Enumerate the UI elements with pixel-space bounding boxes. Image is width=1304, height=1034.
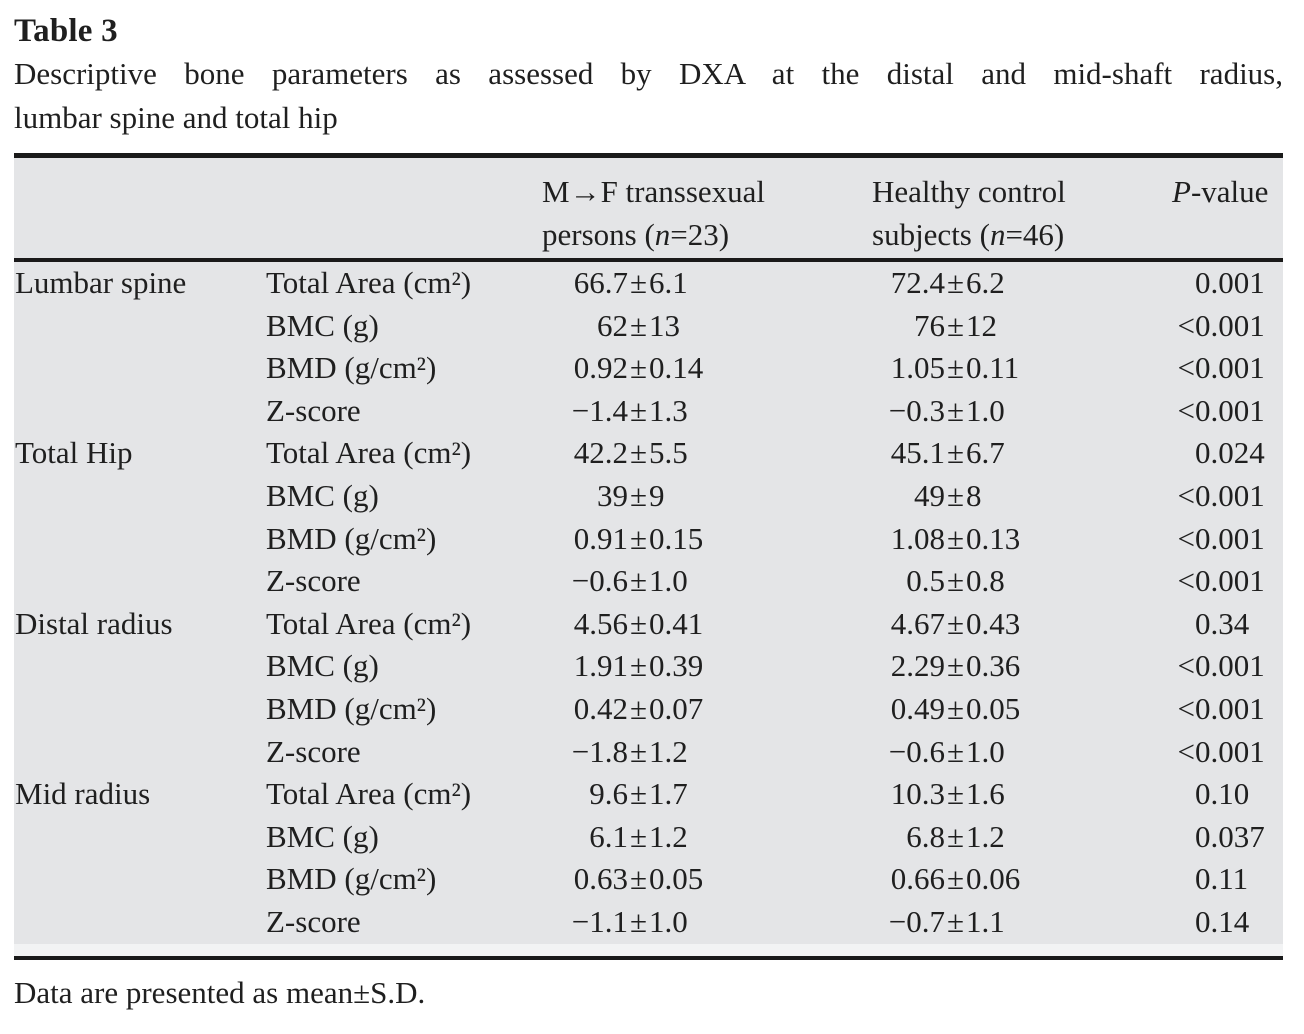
pvalue-label: -value	[1190, 174, 1269, 209]
n-symbol: n	[989, 217, 1006, 252]
pvalue-cell	[1172, 390, 1283, 433]
table-row	[14, 347, 1283, 390]
table-footnote: Data are presented as mean±S.D.	[14, 974, 426, 1010]
plus-minus: ±	[630, 690, 648, 726]
control-value-cell	[872, 518, 1172, 561]
mf-value-cell	[542, 816, 872, 859]
site-cell	[14, 645, 266, 688]
table-row	[14, 773, 1283, 816]
plus-minus: ±	[947, 818, 965, 854]
header-mf-post: =23)	[670, 217, 730, 252]
pvalue-cell	[1172, 816, 1283, 859]
control-sd: 6.2	[966, 265, 1005, 300]
mf-value-cell	[542, 560, 872, 603]
mf-value-cell	[542, 731, 872, 774]
site-cell	[14, 518, 266, 561]
control-value-cell	[872, 390, 1172, 433]
mf-sd: 1.3	[649, 392, 688, 428]
table-row	[14, 816, 1283, 859]
pvalue-prefix: <	[1177, 563, 1195, 599]
site-cell	[14, 688, 266, 731]
plus-minus: ±	[947, 307, 965, 343]
pvalue-cell	[1172, 347, 1283, 390]
mf-mean: 62	[597, 307, 628, 343]
plus-minus: ±	[947, 265, 965, 300]
site-cell: Distal radius	[15, 605, 173, 641]
mf-sd: 6.1	[649, 265, 688, 300]
control-value-cell	[872, 816, 1172, 859]
mf-mean: −1.4	[571, 392, 628, 428]
mf-mean: 0.91	[573, 520, 628, 556]
table-body	[14, 262, 1283, 956]
control-sd: 1.0	[966, 392, 1005, 428]
control-mean: 4.67	[890, 605, 945, 641]
table-row	[14, 262, 1283, 305]
control-sd: 0.43	[966, 605, 1021, 641]
pvalue-prefix: <	[1177, 392, 1195, 428]
control-value-cell	[872, 688, 1172, 731]
control-mean: −0.7	[888, 903, 945, 939]
control-sd: 0.05	[966, 690, 1021, 726]
table-row	[14, 858, 1283, 901]
mf-sd: 1.2	[649, 733, 688, 769]
mf-value-cell	[542, 475, 872, 518]
plus-minus: ±	[630, 648, 648, 684]
plus-minus: ±	[947, 350, 965, 386]
table-row	[14, 305, 1283, 348]
control-mean: 0.66	[890, 861, 945, 897]
plus-minus: ±	[630, 563, 648, 599]
mf-value-cell	[542, 645, 872, 688]
param-cell: Z-score	[266, 733, 361, 769]
control-mean: 1.08	[890, 520, 945, 556]
pvalue-cell	[1172, 560, 1283, 603]
param-cell: BMD (g/cm²)	[266, 520, 437, 556]
site-cell: Mid radius	[15, 776, 151, 812]
control-sd: 1.0	[966, 733, 1005, 769]
pvalue-cell	[1172, 773, 1283, 816]
table-row	[14, 901, 1283, 944]
control-sd: 0.13	[966, 520, 1021, 556]
table-caption	[14, 52, 1283, 140]
plus-minus: ±	[630, 477, 648, 513]
param-cell: Total Area (cm²)	[266, 776, 472, 812]
table-row	[14, 731, 1283, 774]
mf-sd: 0.05	[649, 861, 704, 897]
header-site-cell	[14, 170, 266, 258]
param-cell: Z-score	[266, 392, 361, 428]
control-value-cell	[872, 901, 1172, 944]
pvalue: 0.001	[1195, 265, 1265, 300]
mf-value-cell	[542, 432, 872, 475]
mf-value-cell	[542, 347, 872, 390]
plus-minus: ±	[947, 477, 965, 513]
param-cell: BMC (g)	[266, 818, 379, 854]
pvalue-prefix: <	[1177, 307, 1195, 343]
pvalue-cell	[1172, 475, 1283, 518]
mf-sd: 0.15	[649, 520, 704, 556]
data-table	[14, 153, 1283, 960]
mf-mean: −1.8	[571, 733, 628, 769]
mf-sd: 5.5	[649, 435, 688, 471]
mf-value-cell	[542, 390, 872, 433]
p-symbol: P	[1172, 174, 1191, 209]
mf-mean: 4.56	[573, 605, 628, 641]
mf-value-cell	[542, 858, 872, 901]
pvalue-cell	[1172, 858, 1283, 901]
param-cell: Total Area (cm²)	[266, 435, 472, 471]
header-mf-pre: persons (	[542, 217, 655, 252]
mf-value-cell	[542, 603, 872, 646]
control-mean: 6.8	[906, 818, 945, 854]
pvalue-cell	[1172, 645, 1283, 688]
pvalue: 0.024	[1195, 435, 1265, 471]
pvalue-prefix: <	[1177, 733, 1195, 769]
plus-minus: ±	[630, 818, 648, 854]
header-mf-group	[542, 170, 872, 258]
pvalue-cell	[1172, 688, 1283, 731]
header-control-group	[872, 170, 1172, 258]
pvalue-cell	[1172, 901, 1283, 944]
param-cell: BMD (g/cm²)	[266, 690, 437, 726]
pvalue-cell	[1172, 305, 1283, 348]
plus-minus: ±	[630, 520, 648, 556]
pvalue: 0.001	[1195, 392, 1265, 428]
table-row	[14, 475, 1283, 518]
control-sd: 0.36	[966, 648, 1021, 684]
header-control-line1: Healthy control	[872, 174, 1066, 209]
plus-minus: ±	[947, 605, 965, 641]
header-control-pre: subjects (	[872, 217, 990, 252]
pvalue: 0.001	[1195, 307, 1265, 343]
table-row	[14, 432, 1283, 475]
control-sd: 1.2	[966, 818, 1005, 854]
control-mean: 76	[914, 307, 945, 343]
plus-minus: ±	[947, 392, 965, 428]
pvalue: 0.001	[1195, 520, 1265, 556]
control-mean: 72.4	[890, 265, 945, 300]
plus-minus: ±	[630, 265, 648, 300]
site-cell	[14, 901, 266, 944]
pvalue: 0.11	[1195, 861, 1249, 897]
pvalue: 0.001	[1195, 477, 1265, 513]
param-cell: Z-score	[266, 903, 361, 939]
mf-sd: 13	[649, 307, 681, 343]
pvalue: 0.037	[1195, 818, 1265, 854]
control-value-cell	[872, 347, 1172, 390]
pvalue-cell	[1172, 432, 1283, 475]
mf-sd: 1.2	[649, 818, 688, 854]
mf-sd: 1.0	[649, 563, 688, 599]
mf-value-cell	[542, 773, 872, 816]
control-mean: −0.3	[888, 392, 945, 428]
control-value-cell	[872, 773, 1172, 816]
pvalue-cell	[1172, 518, 1283, 561]
mf-sd: 1.0	[649, 903, 688, 939]
control-sd: 0.11	[966, 350, 1020, 386]
mf-mean: −0.6	[571, 563, 628, 599]
pvalue: 0.001	[1195, 690, 1265, 726]
control-mean: −0.6	[888, 733, 945, 769]
control-mean: 10.3	[890, 776, 945, 812]
site-cell	[14, 305, 266, 348]
plus-minus: ±	[947, 690, 965, 726]
table-row	[14, 688, 1283, 731]
control-value-cell	[872, 560, 1172, 603]
mf-value-cell	[542, 901, 872, 944]
mf-mean: 9.6	[589, 776, 628, 812]
site-cell	[14, 390, 266, 433]
control-mean: 0.49	[890, 690, 945, 726]
caption-line2: lumbar spine and total hip	[14, 100, 338, 135]
plus-minus: ±	[947, 776, 965, 812]
mf-mean: 42.2	[573, 435, 628, 471]
table-header-row	[14, 158, 1283, 262]
header-control-post: =46)	[1005, 217, 1065, 252]
site-cell: Total Hip	[15, 435, 133, 471]
mf-sd: 0.14	[649, 350, 704, 386]
control-mean: 49	[914, 477, 945, 513]
mf-sd: 0.39	[649, 648, 704, 684]
control-sd: 1.1	[966, 903, 1005, 939]
pvalue: 0.10	[1195, 776, 1250, 812]
mf-mean: 66.7	[573, 265, 628, 300]
control-sd: 0.06	[966, 861, 1021, 897]
control-value-cell	[872, 731, 1172, 774]
table-row	[14, 390, 1283, 433]
mf-mean: 39	[597, 477, 628, 513]
pvalue-prefix: <	[1177, 648, 1195, 684]
mf-sd: 0.07	[649, 690, 704, 726]
control-mean: 2.29	[890, 648, 945, 684]
plus-minus: ±	[630, 392, 648, 428]
plus-minus: ±	[947, 648, 965, 684]
control-sd: 12	[966, 307, 998, 343]
plus-minus: ±	[947, 733, 965, 769]
param-cell: Z-score	[266, 563, 361, 599]
table-row	[14, 560, 1283, 603]
control-mean: 0.5	[906, 563, 945, 599]
pvalue: 0.001	[1195, 733, 1265, 769]
n-symbol: n	[654, 217, 671, 252]
pvalue-cell	[1172, 603, 1283, 646]
param-cell: Total Area (cm²)	[266, 605, 472, 641]
pvalue: 0.34	[1195, 605, 1250, 641]
plus-minus: ±	[947, 520, 965, 556]
header-mf-line2	[542, 213, 872, 256]
param-cell: BMC (g)	[266, 477, 379, 513]
plus-minus: ±	[630, 435, 648, 471]
site-cell	[14, 816, 266, 859]
mf-mean: −1.1	[571, 903, 628, 939]
header-control-line2	[872, 213, 1172, 256]
plus-minus: ±	[630, 307, 648, 343]
control-value-cell	[872, 305, 1172, 348]
plus-minus: ±	[630, 605, 648, 641]
table-row	[14, 518, 1283, 561]
plus-minus: ±	[630, 350, 648, 386]
param-cell: BMC (g)	[266, 648, 379, 684]
mf-mean: 6.1	[589, 818, 628, 854]
caption-line1: Descriptive bone parameters as assessed by DXA at the distal and mid-shaft radius,	[14, 56, 1283, 91]
pvalue: 0.14	[1195, 903, 1250, 939]
mf-mean: 1.91	[573, 648, 628, 684]
mf-mean: 0.63	[573, 861, 628, 897]
mf-sd: 1.7	[649, 776, 688, 812]
control-value-cell	[872, 858, 1172, 901]
pvalue-prefix: <	[1177, 477, 1195, 513]
param-cell: BMD (g/cm²)	[266, 350, 437, 386]
plus-minus: ±	[630, 776, 648, 812]
control-sd: 8	[966, 477, 982, 513]
control-value-cell	[872, 475, 1172, 518]
control-mean: 1.05	[890, 350, 945, 386]
mf-sd: 0.41	[649, 605, 704, 641]
mf-mean: 0.92	[573, 350, 628, 386]
pvalue: 0.001	[1195, 648, 1265, 684]
pvalue-prefix: <	[1177, 520, 1195, 556]
control-value-cell	[872, 603, 1172, 646]
control-value-cell	[872, 645, 1172, 688]
control-sd: 6.7	[966, 435, 1005, 471]
control-value-cell	[872, 432, 1172, 475]
site-cell	[14, 731, 266, 774]
pvalue: 0.001	[1195, 350, 1265, 386]
mf-value-cell	[542, 518, 872, 561]
site-cell	[14, 858, 266, 901]
control-sd: 0.8	[966, 563, 1005, 599]
site-cell: Lumbar spine	[15, 265, 187, 300]
mf-value-cell	[542, 262, 872, 305]
mf-mean: 0.42	[573, 690, 628, 726]
pvalue-cell	[1172, 262, 1283, 305]
site-cell	[14, 475, 266, 518]
table-row	[14, 603, 1283, 646]
table-bottom-spacer	[14, 944, 1283, 956]
plus-minus: ±	[947, 861, 965, 897]
control-value-cell	[872, 262, 1172, 305]
plus-minus: ±	[630, 733, 648, 769]
pvalue-prefix: <	[1177, 690, 1195, 726]
plus-minus: ±	[947, 563, 965, 599]
pvalue: 0.001	[1195, 563, 1265, 599]
mf-sd: 9	[649, 477, 665, 513]
plus-minus: ±	[947, 435, 965, 471]
site-cell	[14, 560, 266, 603]
plus-minus: ±	[630, 861, 648, 897]
control-mean: 45.1	[890, 435, 945, 471]
param-cell: BMD (g/cm²)	[266, 861, 437, 897]
mf-value-cell	[542, 305, 872, 348]
site-cell	[14, 347, 266, 390]
header-param-cell	[266, 170, 542, 258]
header-pvalue-cell	[1172, 170, 1283, 258]
plus-minus: ±	[630, 903, 648, 939]
mf-value-cell	[542, 688, 872, 731]
param-cell: BMC (g)	[266, 307, 379, 343]
plus-minus: ±	[947, 903, 965, 939]
table-title: Table 3	[14, 13, 118, 49]
header-mf-line1: M→F transsexual	[542, 174, 766, 209]
control-sd: 1.6	[966, 776, 1005, 812]
pvalue-prefix: <	[1177, 350, 1195, 386]
table-row	[14, 645, 1283, 688]
param-cell: Total Area (cm²)	[266, 265, 472, 300]
pvalue-cell	[1172, 731, 1283, 774]
